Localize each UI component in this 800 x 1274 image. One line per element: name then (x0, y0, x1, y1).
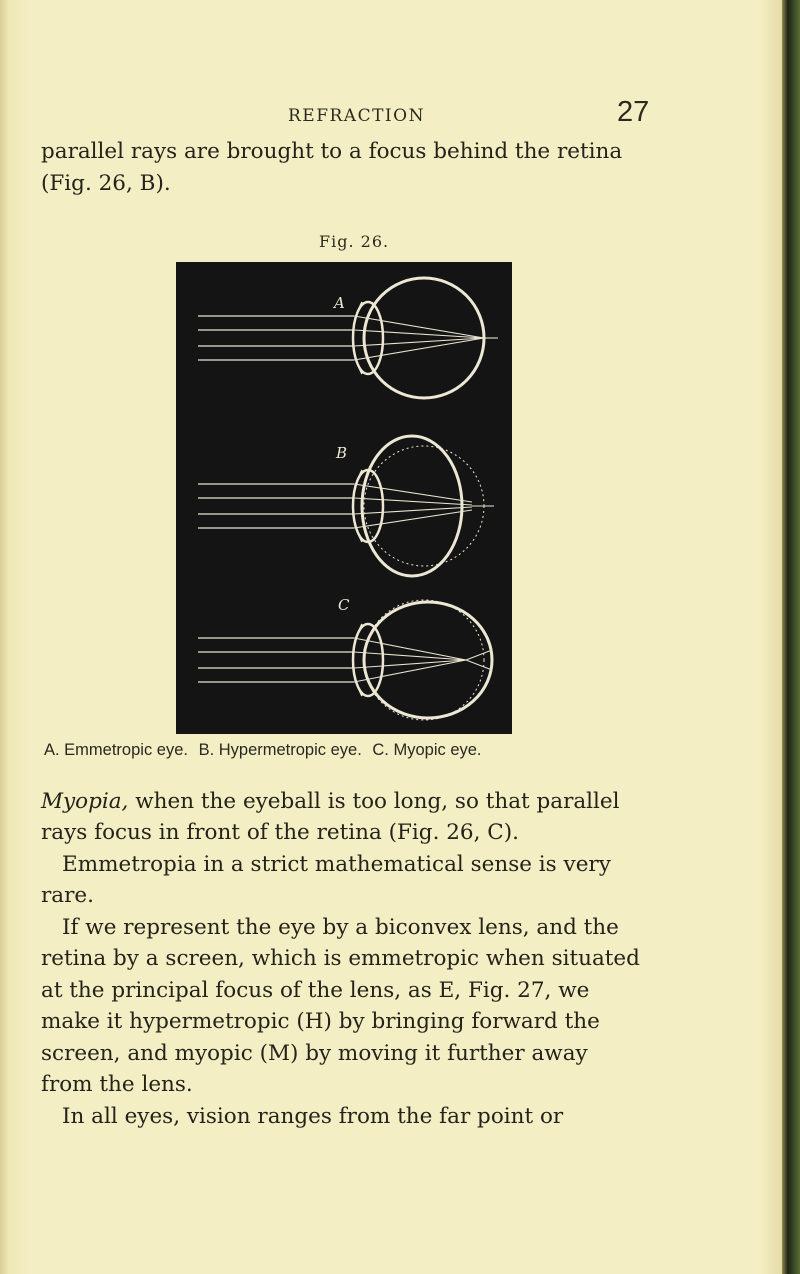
text-line: parallel rays are brought to a focus behind the retina (41, 139, 623, 164)
text-line: make it hypermetropic (H) by bringing forward the (41, 1009, 600, 1034)
panel-a-emmetropic (198, 278, 498, 398)
figure-caption (44, 741, 488, 760)
text-line (41, 786, 743, 818)
book-spine (782, 0, 800, 1274)
text-line: (Fig. 26, B). (41, 171, 171, 196)
caption-c: C. Myopic eye. (372, 741, 482, 759)
term-myopia: Myopia, (41, 789, 129, 814)
running-head: REFRACTION (288, 106, 425, 126)
text-line: If we represent the eye by a biconvex lens, and the (62, 915, 619, 940)
text-span: when the eyeball is too long, so that parallel (128, 789, 620, 814)
caption-a: A. Emmetropic eye. (44, 741, 188, 759)
text-line: screen, and myopic (M) by moving it further away (41, 1041, 588, 1066)
panel-label-b: B (336, 444, 348, 462)
panel-label-a: A (334, 294, 345, 312)
panel-label-c: C (338, 596, 350, 614)
text-line: from the lens. (41, 1072, 193, 1097)
panel-b-hypermetropic (198, 436, 494, 576)
text-line: In all eyes, vision ranges from the far point or (62, 1104, 564, 1129)
eye-diagram-svg (176, 262, 512, 734)
page-number: 27 (617, 96, 650, 128)
text-line: at the principal focus of the lens, as E, Fig. 27, we (41, 978, 590, 1003)
text-line: Emmetropia in a strict mathematical sense is very (62, 852, 611, 877)
text-line: rays focus in front of the retina (Fig. 26, C). (41, 820, 519, 845)
figure-label: Fig. 26. (319, 232, 390, 251)
eye-refraction-figure (176, 262, 512, 734)
caption-b: B. Hypermetropic eye. (198, 741, 362, 759)
page-edge-left (0, 0, 8, 1274)
text-line: rare. (41, 883, 94, 908)
panel-c-myopic (198, 596, 492, 720)
text-line: retina by a screen, which is emmetropic when situated (41, 946, 640, 971)
